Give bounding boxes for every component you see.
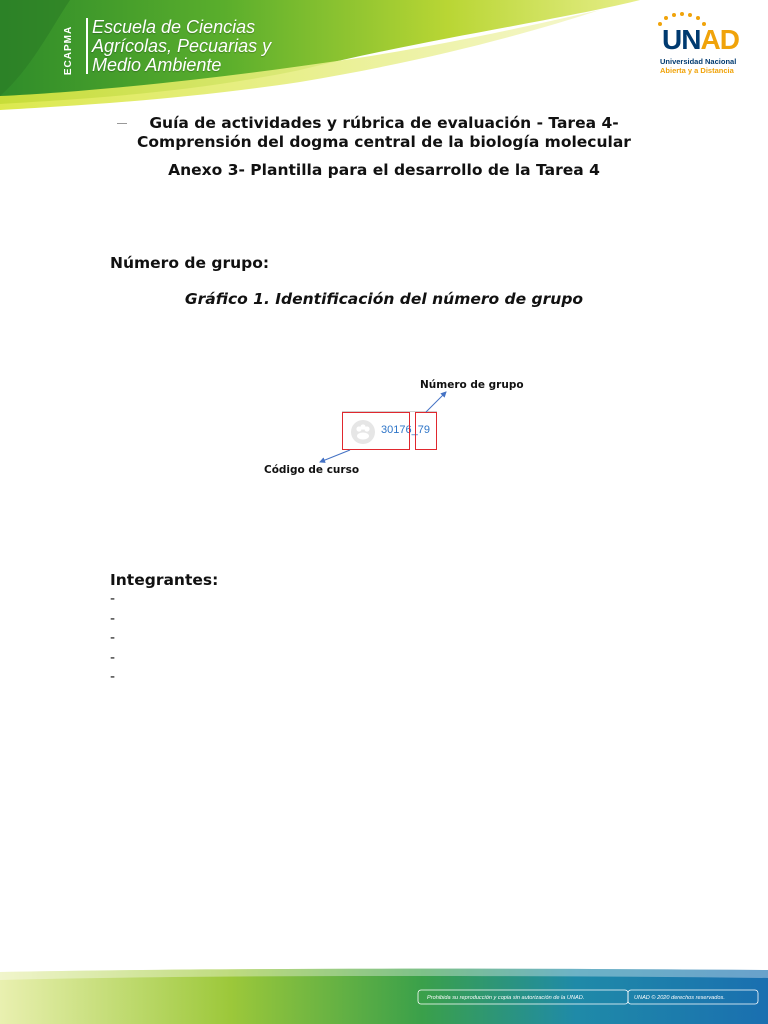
annex-title: Anexo 3- Plantilla para el desarrollo de la Tarea 4 xyxy=(168,161,600,179)
school-name-line: Escuela de Ciencias xyxy=(92,17,256,37)
footer-copy-notice: Prohibida su reproducción y copia sin autorización de la UNAD. xyxy=(427,995,585,1001)
unad-logo xyxy=(650,12,750,82)
document-title-line-1: Guía de actividades y rúbrica de evaluación - Tarea 4- xyxy=(149,114,619,132)
course-group-code: 30176_79 xyxy=(381,424,430,436)
document-title-line-2: Comprensión del dogma central de la biología molecular xyxy=(137,133,631,151)
member-item: - xyxy=(110,591,116,607)
member-item: - xyxy=(110,649,116,666)
header-banner xyxy=(0,0,768,110)
logo-line-1: Universidad Nacional xyxy=(660,57,737,66)
school-name-line: Agrícolas, Pecuarias y xyxy=(92,36,272,56)
logo-wordmark: UNAD xyxy=(662,24,739,55)
logo-line-2: Abierta y a Distancia xyxy=(660,66,734,75)
member-item: - xyxy=(110,630,116,646)
members-label: Integrantes: xyxy=(110,571,219,589)
group-number-callout: Número de grupo xyxy=(420,379,524,391)
figure-caption: Gráfico 1. Identificación del número de grupo xyxy=(184,290,584,308)
course-code-callout: Código de curso xyxy=(264,464,360,476)
member-item: - xyxy=(110,610,116,627)
arrow-to-course-label xyxy=(320,450,350,462)
school-divider xyxy=(86,18,88,74)
members-list xyxy=(110,591,115,689)
arrow-to-group-label xyxy=(426,392,446,412)
ecapma-vertical-label: ECAPMA xyxy=(63,25,75,75)
group-number-label: Número de grupo: xyxy=(110,254,270,272)
school-name xyxy=(92,18,271,75)
group-identification-figure xyxy=(250,370,550,490)
footer-banner xyxy=(0,966,768,1024)
school-name-line: Medio Ambiente xyxy=(92,55,222,75)
member-item: - xyxy=(110,669,116,685)
footer-rights-notice: UNAD © 2020 derechos reservados. xyxy=(634,995,725,1001)
